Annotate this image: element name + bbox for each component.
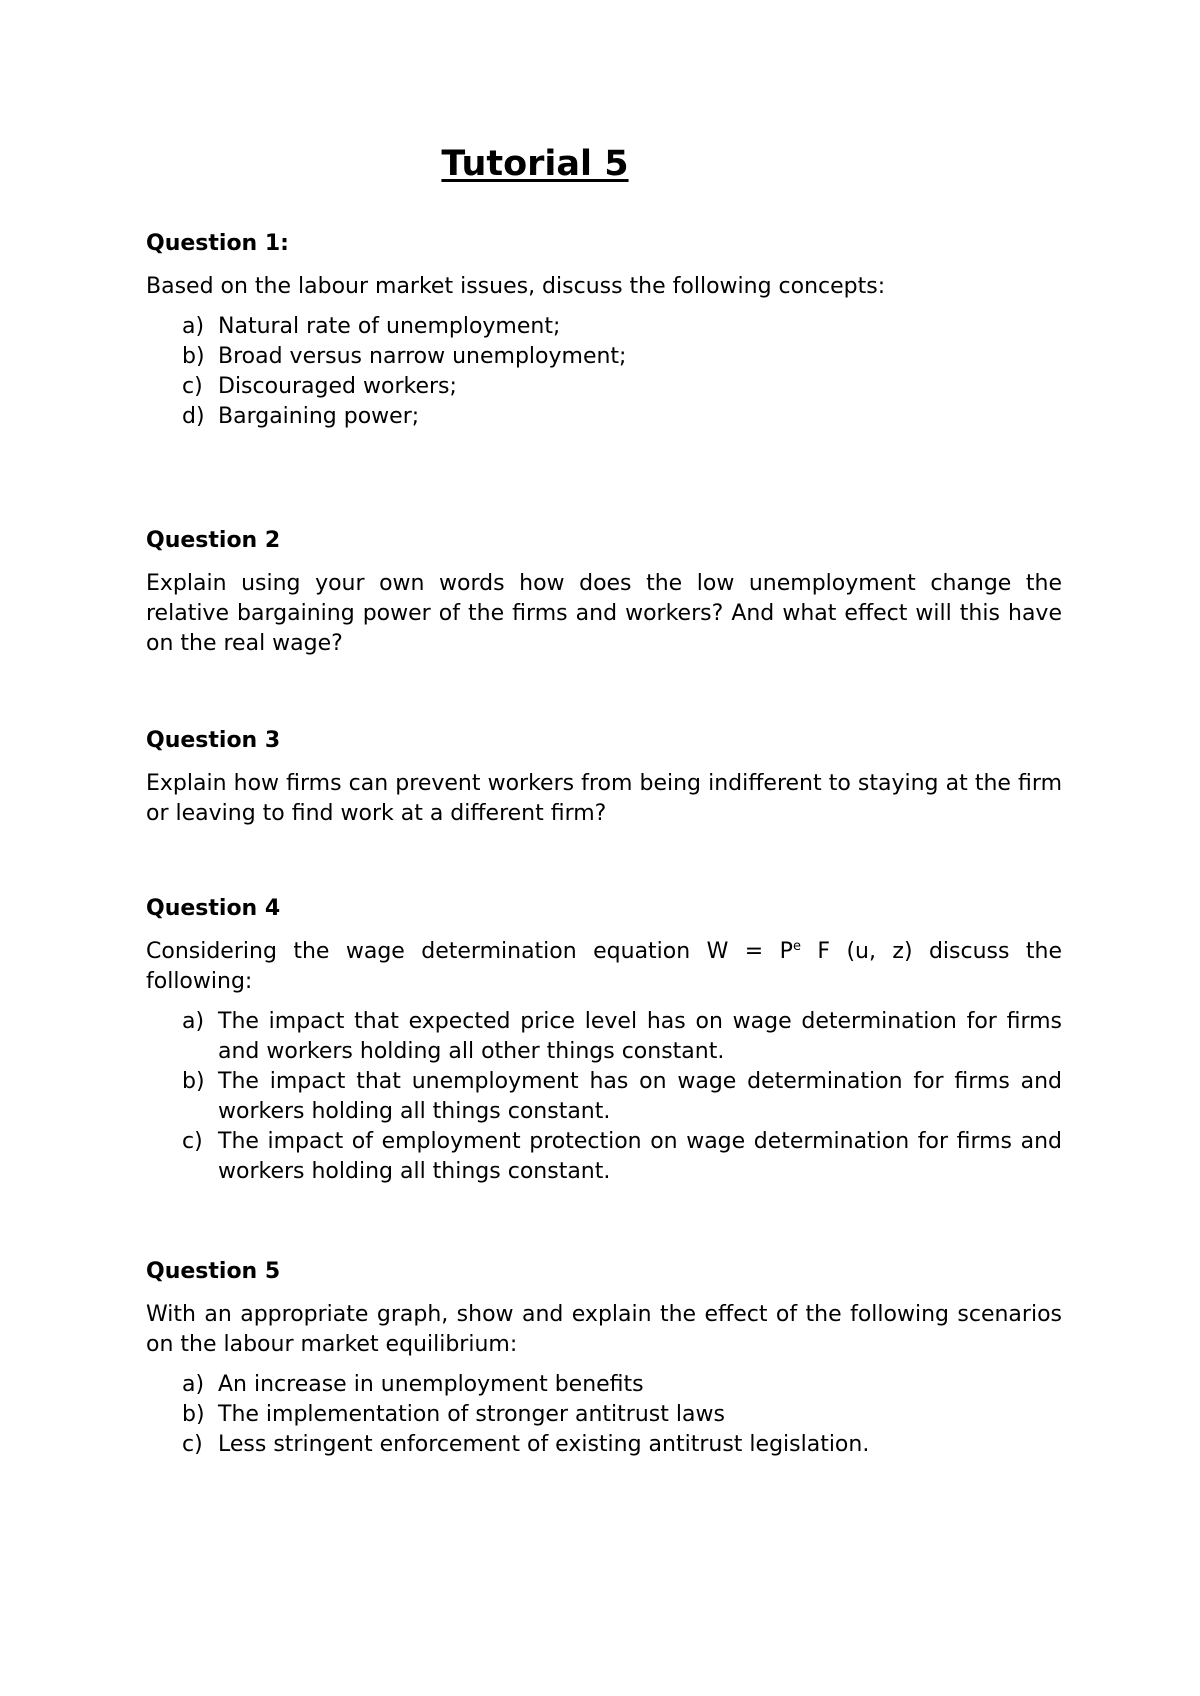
- list-marker: a): [182, 1372, 205, 1397]
- list-item: [146, 312, 1062, 342]
- list-item-text: Discouraged workers;: [218, 374, 457, 399]
- question-text: Explain using your own words how does the low unemployment change the relative bargaining power of the firms and workers? And what effect will this have on the real wage?: [146, 571, 1062, 656]
- list-marker: d): [182, 404, 205, 429]
- list-item: [146, 1430, 1062, 1460]
- question-text-before: Considering the wage determination equation W = P: [146, 939, 793, 964]
- list-item: [146, 342, 1062, 372]
- question-text: Explain how firms can prevent workers from being indifferent to staying at the firm or leaving to find work at a different firm?: [146, 771, 1062, 826]
- list-item-text: The impact of employment protection on wage determination for firms and workers holding all things constant.: [218, 1129, 1062, 1184]
- list-item-text: The implementation of stronger antitrust laws: [218, 1402, 725, 1427]
- list-item-text: The impact that unemployment has on wage determination for firms and workers holding all things constant.: [218, 1069, 1062, 1124]
- list-marker: c): [182, 374, 203, 399]
- question-text: Based on the labour market issues, discuss the following concepts:: [146, 274, 886, 299]
- list-item: [146, 402, 1062, 432]
- list-item-text: Natural rate of unemployment;: [218, 314, 561, 339]
- list-item: [146, 1127, 1062, 1187]
- question-list: [146, 1370, 1062, 1460]
- list-item-text: Broad versus narrow unemployment;: [218, 344, 627, 369]
- question-5: [146, 1258, 1062, 1460]
- list-item: [146, 372, 1062, 402]
- list-item-text: The impact that expected price level has on wage determination for firms and workers holding all other things constant.: [218, 1009, 1062, 1064]
- list-marker: b): [182, 1402, 205, 1427]
- list-item: [146, 1370, 1062, 1400]
- question-list: [146, 1007, 1062, 1187]
- question-3: [146, 727, 1062, 829]
- question-text: With an appropriate graph, show and explain the effect of the following scenarios on the labour market equilibrium:: [146, 1302, 1062, 1357]
- list-item-text: Bargaining power;: [218, 404, 420, 429]
- list-marker: c): [182, 1432, 203, 1457]
- list-marker: c): [182, 1129, 203, 1154]
- question-text-after: F (u, z) discuss the following:: [146, 939, 1062, 994]
- list-marker: b): [182, 344, 205, 369]
- question-heading: Question 3: [146, 728, 281, 753]
- list-item: [146, 1067, 1062, 1127]
- question-4: [146, 895, 1062, 1187]
- list-marker: a): [182, 314, 205, 339]
- list-marker: a): [182, 1009, 205, 1034]
- question-list: [146, 312, 1062, 432]
- question-heading: Question 5: [146, 1259, 281, 1284]
- page-title: Tutorial 5: [441, 144, 629, 184]
- list-marker: b): [182, 1069, 205, 1094]
- question-heading: Question 4: [146, 896, 281, 921]
- list-item: [146, 1400, 1062, 1430]
- question-heading: Question 2: [146, 528, 281, 553]
- list-item-text: An increase in unemployment benefits: [218, 1372, 644, 1397]
- question-heading: Question 1:: [146, 231, 289, 256]
- superscript-e: e: [792, 939, 801, 954]
- list-item-text: Less stringent enforcement of existing antitrust legislation.: [218, 1432, 870, 1457]
- list-item: [146, 1007, 1062, 1067]
- question-text: [146, 937, 1062, 997]
- question-2: [146, 527, 1062, 659]
- question-1: [146, 230, 1062, 432]
